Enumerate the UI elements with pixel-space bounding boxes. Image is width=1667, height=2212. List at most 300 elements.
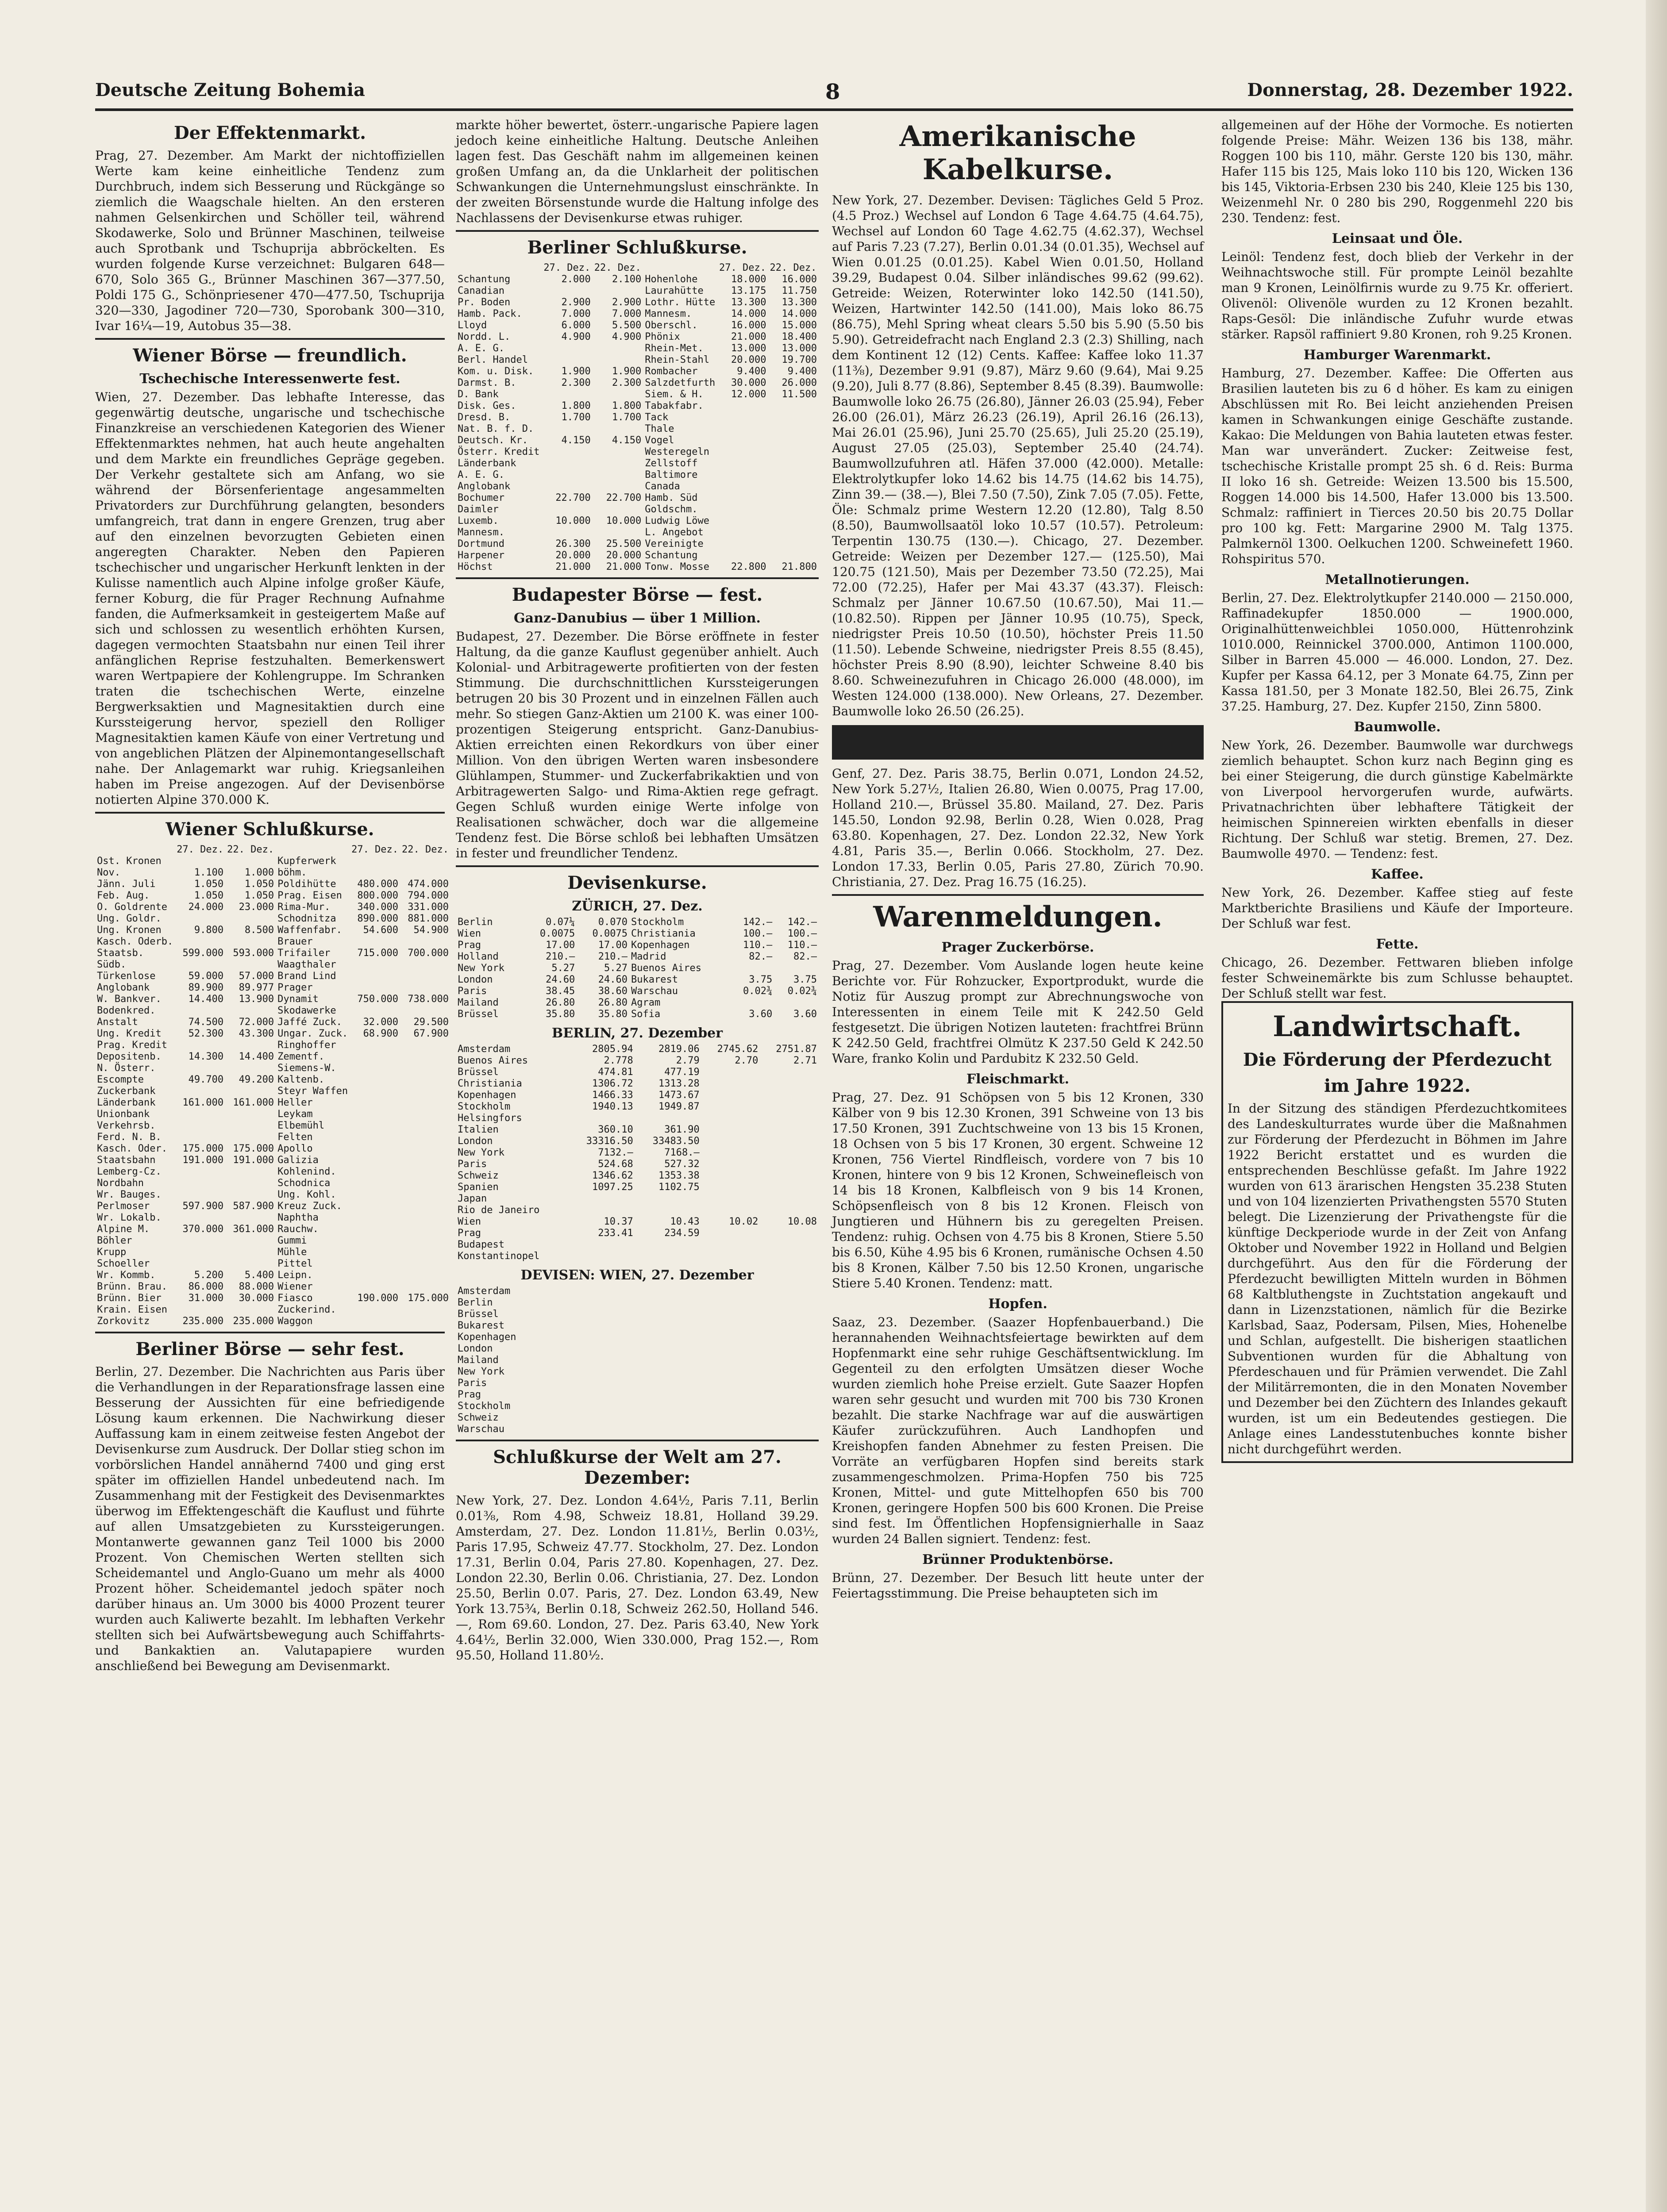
table-cell: 22.700 — [606, 492, 642, 503]
table-cell: Stockholm — [631, 917, 684, 928]
table-cell: 738.000 — [408, 994, 449, 1005]
table-cell: 1.800 — [612, 400, 642, 411]
table-cell: 7.000 — [561, 308, 591, 319]
table-cell — [802, 1366, 819, 1378]
table-row — [95, 982, 450, 994]
table-cell: Berl. Handel — [458, 354, 528, 365]
table-cell: Depositenb. — [97, 1051, 162, 1062]
table-cell: Bukarest — [631, 974, 678, 985]
table-cell — [350, 1189, 400, 1201]
table-cell: 142.— — [787, 917, 817, 928]
table-row — [456, 963, 819, 974]
table-row — [456, 1101, 819, 1113]
table-row — [456, 538, 819, 550]
table-cell — [802, 1378, 819, 1389]
table-row — [456, 1355, 819, 1366]
table-cell: 11.500 — [782, 389, 817, 400]
table-cell: Siemens-W. — [277, 1063, 336, 1074]
table-cell: Verkehrsb. — [97, 1120, 156, 1131]
table-cell — [785, 1355, 802, 1366]
table-cell: Helsingfors — [458, 1113, 522, 1124]
article-body: Budapest, 27. Dezember. Die Börse eröffnete in fester Haltung, da die ganze Kauflust gegenüber anhielt. Auch Kolonial- und Arbitragewerte profitierten von der festen Stimmung. Die durchschnittlichen Kurssteigerungen betrugen 20 bis 30 Prozent und in einzelnen Fällen auch mehr. So stiegen Ganz-Aktien um 2100 K. was einer 100-prozentigen Steigerung entspricht. Ganz-Danubius-Aktien erreichten einen Rekordkurs von über einer Million. Von den übrigen Werten waren insbesondere Glühlampen, Stummer- und Zuckerfabrikaktien und von Arbitragewerten Salgo- und Rima-Aktien rege gefragt. Gegen Schluß wurden einige Werte infolge von Realisationen schwächer, doch war die allgemeine Tendenz fest. Die Börse schloß bei lebhaften Umsätzen in fester und freundlicher Tendenz. — [456, 629, 819, 860]
table-cell: D. Bank — [458, 389, 499, 400]
table-cell: 86.000 — [188, 1281, 224, 1292]
article-subtitle: Fleischmarkt. — [966, 1071, 1070, 1087]
table-cell: 2.300 — [612, 377, 642, 388]
table-cell: Deutsch. Kr. — [458, 435, 528, 446]
table-row — [456, 1389, 819, 1401]
table-cell — [717, 550, 768, 561]
table-cell: Kom. u. Disk. — [458, 366, 534, 377]
table-cell — [701, 1159, 760, 1170]
table-row — [95, 1051, 450, 1063]
table-cell — [175, 936, 225, 948]
table-cell: 24.000 — [188, 902, 224, 913]
table-row — [95, 1040, 450, 1051]
table-cell: 82.— — [749, 951, 773, 962]
table-cell: 4.150 — [612, 435, 642, 446]
table-cell: 22. Dez. — [594, 262, 641, 273]
table-row — [456, 423, 819, 435]
table-cell: 474.81 — [598, 1067, 633, 1078]
article-body: Wien, 27. Dezember. Das lebhafte Interesse, das gegenwärtig deutsche, ungarische und tschechische Finanzkreise an verschiedenen Kategorien des Wiener Effektenmarktes nehmen, hat auch heute angehalten und dem Markte ein freundliches Gepräge gegeben. Der Verkehr gestaltete sich am Anfang, wo sie während der Börsenferientage angesammelten Privatorders zur Durchführung gelangten, besonders umfangreich, trat dann in engere Grenzen, trug aber auf den einzelnen bevorzugten Gebieten einen angeregten Charakter. Neben den Papieren tschechischer und ungarischer Herkunft lenkten in der Kulisse namentlich auch Alpine infolge großer Käufe, ferner Koburg, die für Prager Rechnung Aufnahme fanden, die Aufmerksamkeit in gesteigertem Maße auf sich und schlossen zu wesentlich erhöhten Kursen, dagegen vermochten Staatsbahn nur einen Teil ihrer anfänglichen Reprise festzuhalten. Bemerkenswert waren Wertpapiere der Kohlengruppe. Im Schranken traten die tschechischen Werte, einzelne Bergwerksaktien und Magnesitaktien durch eine Kurssteigerung hervor, speziell den Rolliger Magnesitaktien kamen Käufe von einer Vertretung und von angeblichen Plätzen der Alpinemontangesellschaft nahe. Der Anlagemarkt war ruhig. Kriegsanleihen haben im Preise angezogen. Auf der Devisenbörse notierten Alpine 370.000 K. — [95, 390, 445, 807]
table-cell — [593, 423, 643, 435]
table-cell: Kupferwerk — [277, 856, 336, 867]
table-cell: 8.500 — [244, 925, 274, 936]
table-row — [456, 1113, 819, 1124]
table-cell — [768, 1389, 785, 1401]
table-cell — [802, 1343, 819, 1355]
table-cell: Kopenhagen — [631, 940, 690, 951]
table-cell: 331.000 — [408, 902, 449, 913]
table-cell: Schodnitza — [277, 913, 336, 924]
table-cell — [542, 481, 592, 492]
table-cell: 1306.72 — [592, 1078, 633, 1089]
table-header-row — [456, 262, 819, 274]
table-row — [95, 867, 450, 879]
table-cell: 9.400 — [737, 366, 766, 377]
table-cell: 1949.87 — [658, 1101, 700, 1112]
table-cell: Kohlenind. — [277, 1166, 336, 1177]
wien-devisen-table — [456, 1286, 819, 1435]
table-cell: 35.80 — [598, 1009, 628, 1020]
table-cell: Konstantinopel — [458, 1251, 540, 1262]
table-cell: Rhein-Met. — [645, 343, 704, 354]
table-cell: 57.000 — [239, 971, 274, 982]
table-title: Devisenkurse. — [567, 872, 707, 893]
table-cell: 21.000 — [606, 561, 642, 572]
table-row — [456, 1205, 819, 1216]
table-cell: 1940.13 — [592, 1101, 633, 1112]
table-cell: Zuckerbank — [97, 1086, 156, 1097]
table-cell: Schodnica — [277, 1178, 331, 1189]
table-cell — [785, 1332, 802, 1343]
table-cell: 1473.67 — [658, 1090, 700, 1101]
table-cell — [400, 959, 450, 971]
table-cell: Mannesm. — [458, 527, 504, 538]
table-row — [95, 971, 450, 982]
table-cell: Wien — [458, 1216, 481, 1227]
article-subtitle: Die Förderung der Pferdezucht — [1243, 1049, 1552, 1070]
table-cell — [785, 1412, 802, 1424]
table-cell: 235.000 — [182, 1316, 224, 1327]
table-cell: 1.100 — [194, 867, 224, 878]
table-cell — [760, 1159, 819, 1170]
table-cell — [717, 435, 768, 446]
table-cell: 13.000 — [782, 343, 817, 354]
table-cell — [350, 856, 400, 867]
table-row — [456, 469, 819, 481]
table-cell: 100.— — [743, 928, 773, 939]
table-row — [456, 1090, 819, 1101]
table-cell — [701, 1067, 760, 1078]
table-cell: Tonw. Mosse — [645, 561, 709, 572]
table-cell — [768, 1309, 785, 1320]
table-title: Wiener Schlußkurse. — [166, 819, 374, 840]
table-cell: 22. Dez. — [227, 844, 274, 855]
table-cell — [593, 343, 643, 354]
table-cell: 38.60 — [598, 986, 628, 997]
table-cell — [717, 400, 768, 412]
table-cell: 20.000 — [606, 550, 642, 561]
table-row — [95, 902, 450, 913]
table-cell — [225, 1120, 276, 1132]
table-cell: 474.000 — [408, 879, 449, 890]
article-body: In der Sitzung des ständigen Pferdezuchtkomitees des Landeskulturrates wurde über die Maßnahmen zur Förderung der Pferdezucht in Böhmen im Jahre 1922 Bericht erstattet und es wurden die entsprechenden Beschlüsse gefaßt. Im Jahre 1922 wurden von 613 ärarischen Hengsten 35.238 Stuten und von 104 lizenzierten Privathengsten 5570 Stuten belegt. Die Lizenzierung der Privathengste für die künftige Deckperiode wurde in der Zeit von Anfang Oktober und November 1922 in Holland und Belgien durchgeführt. Aus den für die Förderung der Pferdezucht bewilligten Mitteln wurden in Böhmen 68 Kaltbluthengste in Zuchtstation angekauft und dann in Lizenzstationen, nämlich für die Bezirke Karlsbad, Saaz, Podersam, Pilsen, Mies, Hohenelbe und Schlan, aufgestellt. Die bisherigen staatlichen Subventionen wurden für die Abhaltung von Pferdeschauen und für Prämien verwendet. Die Zahl der Militärremonten, die in den Monaten November und Dezember bei den Züchtern des Inlandes gekauft wurden, ist um ein Bedeutendes gestiegen. Die Anlage eines Landesstutenbuches konnte bisher nicht durchgeführt werden. — [1228, 1101, 1567, 1456]
table-cell — [350, 1155, 400, 1166]
table-cell — [768, 527, 819, 538]
table-cell: 3.75 — [749, 974, 773, 985]
table-cell: Skodawerke — [277, 1005, 336, 1016]
table-row — [456, 1009, 819, 1020]
table-cell — [350, 1316, 400, 1327]
table-row — [456, 974, 819, 986]
table-cell: Pittel — [277, 1258, 313, 1269]
table-cell: 54.600 — [363, 925, 399, 936]
table-cell — [400, 1304, 450, 1316]
table-row — [456, 504, 819, 515]
table-cell: Siem. & H. — [645, 389, 704, 400]
table-cell: 29.500 — [413, 1017, 449, 1028]
table-cell: Perlmoser — [97, 1201, 150, 1212]
table-cell — [400, 1224, 450, 1235]
table-cell: 10.37 — [604, 1216, 633, 1227]
table-cell — [593, 446, 643, 458]
table-cell: 13.300 — [782, 297, 817, 308]
table-cell: 599.000 — [182, 948, 224, 959]
table-cell: 49.200 — [239, 1074, 274, 1085]
table-cell — [400, 1132, 450, 1143]
table-row — [456, 1067, 819, 1078]
table-cell: Berlin — [458, 1297, 493, 1308]
table-cell — [350, 1074, 400, 1086]
table-cell: A. E. G. — [458, 469, 504, 480]
table-cell: 4.900 — [561, 331, 591, 342]
table-cell — [760, 1182, 819, 1193]
table-cell — [760, 1205, 819, 1216]
table-cell: 16.000 — [731, 320, 766, 331]
table-row — [456, 1412, 819, 1424]
table-cell — [785, 1286, 802, 1297]
table-cell — [701, 1193, 760, 1205]
table-cell: Anstalt — [97, 1017, 138, 1028]
table-row — [456, 527, 819, 538]
table-cell — [400, 1247, 450, 1258]
table-caption: BERLIN, 27. Dezember — [551, 1025, 723, 1041]
table-cell — [350, 959, 400, 971]
table-cell — [175, 1120, 225, 1132]
table-cell — [593, 504, 643, 515]
article-body: markte höher bewertet, österr.-ungarische Papiere lagen jedoch keine einheitliche Haltung. Deutsche Anleihen lagen fest. Das Geschäft nahm im allgemeinen keinen großen Umfang an, da die Unklarheit der politischen Schwankungen die Unternehmungslust einschränkte. In der zweiten Börsenstunde wurde die Haltung infolge des Nachlassens der Devisenkurse etwas ruhiger. — [456, 118, 819, 225]
table-cell: Dresd. B. — [458, 412, 511, 423]
table-row — [95, 1247, 450, 1258]
table-cell: 361.90 — [664, 1124, 700, 1135]
table-cell: 2751.87 — [776, 1044, 817, 1055]
table-cell: Gummi — [277, 1235, 307, 1246]
table-row — [456, 515, 819, 527]
table-cell — [802, 1424, 819, 1435]
table-cell: 15.000 — [782, 320, 817, 331]
table-cell: Ung. Kohl. — [277, 1189, 336, 1200]
table-cell: Vereinigte — [645, 538, 704, 549]
table-cell — [768, 481, 819, 492]
table-cell: Schantung — [458, 274, 511, 285]
table-row — [456, 951, 819, 963]
table-cell — [701, 1182, 760, 1193]
table-cell: 2745.62 — [717, 1044, 758, 1055]
table-cell: Prag — [458, 940, 481, 951]
table-cell: Türkenlose — [97, 971, 156, 982]
table-row — [95, 1109, 450, 1120]
table-cell: 587.900 — [233, 1201, 274, 1212]
table-cell: Waffenfabr. — [277, 925, 342, 936]
table-cell — [760, 1251, 819, 1262]
table-cell — [768, 1332, 785, 1343]
table-row — [95, 1120, 450, 1132]
table-cell: Leykam — [277, 1109, 313, 1120]
table-cell — [350, 1270, 400, 1281]
table-cell: 18.400 — [782, 331, 817, 342]
table-cell: 1.050 — [194, 890, 224, 901]
table-cell — [175, 1212, 225, 1224]
table-cell: 27. Dez. — [719, 262, 766, 273]
table-cell — [225, 1212, 276, 1224]
table-cell: Warschau — [458, 1424, 504, 1435]
table-cell: 26.80 — [598, 997, 628, 1008]
berlin-closing-table — [456, 262, 819, 573]
table-cell: Steyr Waffen — [277, 1086, 348, 1097]
table-cell: 74.500 — [188, 1017, 224, 1028]
table-cell: New York — [458, 1147, 504, 1158]
table-row — [456, 1193, 819, 1205]
table-cell — [785, 1389, 802, 1401]
table-cell: Prag. Eisen — [277, 890, 342, 901]
table-cell — [400, 1155, 450, 1166]
table-cell: Rhein-Stahl — [645, 354, 709, 365]
table-cell — [350, 1166, 400, 1178]
table-cell: 14.400 — [188, 994, 224, 1005]
table-cell — [542, 527, 592, 538]
table-cell: Phönix — [645, 331, 680, 342]
table-cell: 2.79 — [676, 1055, 700, 1066]
table-cell: Anglobank — [458, 481, 511, 492]
table-cell: Länderbank — [458, 458, 516, 469]
divider — [456, 577, 819, 579]
table-cell: 23.000 — [239, 902, 274, 913]
table-cell: Rio de Janeiro — [458, 1205, 540, 1216]
article-body: Leinöl: Tendenz fest, doch blieb der Verkehr in der Weihnachtswoche still. Für prompte Leinöl bezahlte man 9 Kronen, Leinölfirnis wurde zu 9.75 Kr. offeriert. Olivenöl: Olivenöle wurden zu 12 Kronen bezahlt. Raps-Gesöl: Die inländische Zufuhr wurde etwas stärker. Rapsöl raffiniert 9.80 Kronen, roh 9.25 Kronen. — [1221, 250, 1573, 342]
table-cell: Brünn. Bier — [97, 1293, 162, 1304]
divider — [456, 230, 819, 232]
table-cell: Buenos Aires — [631, 963, 701, 974]
table-cell — [400, 1063, 450, 1074]
page-header — [95, 80, 1573, 111]
table-cell: 1.000 — [244, 867, 274, 878]
table-cell: 110.— — [787, 940, 817, 951]
table-cell: Wiener — [277, 1281, 313, 1292]
table-cell: Ost. Kronen — [97, 856, 162, 867]
table-cell — [350, 1258, 400, 1270]
table-cell — [768, 515, 819, 527]
table-cell: 5.200 — [194, 1270, 224, 1281]
table-cell — [225, 1247, 276, 1258]
table-cell: Anglobank — [97, 982, 150, 993]
table-cell — [175, 1086, 225, 1097]
table-cell: 2.100 — [612, 274, 642, 285]
table-cell: Schweiz — [458, 1412, 499, 1423]
table-cell — [350, 936, 400, 948]
divider — [95, 812, 445, 814]
table-cell: Wr. Kommb. — [97, 1270, 156, 1281]
table-cell: 2.70 — [735, 1055, 758, 1066]
table-cell: Lloyd — [458, 320, 487, 331]
issue-date: Donnerstag, 28. Dezember 1922. — [1247, 80, 1573, 100]
table-row — [95, 1178, 450, 1189]
table-row — [456, 1424, 819, 1435]
table-cell — [785, 1320, 802, 1332]
table-cell: 14.000 — [731, 308, 766, 319]
table-cell — [802, 1412, 819, 1424]
table-cell — [350, 867, 400, 879]
table-row — [95, 1005, 450, 1017]
table-cell: 54.900 — [413, 925, 449, 936]
table-cell: 68.900 — [363, 1028, 399, 1039]
table-cell — [785, 1378, 802, 1389]
table-cell — [350, 1086, 400, 1097]
table-cell — [802, 1401, 819, 1412]
table-row — [95, 890, 450, 902]
table-cell — [542, 343, 592, 354]
table-cell — [768, 412, 819, 423]
table-row — [456, 1170, 819, 1182]
table-cell: 1353.38 — [658, 1170, 700, 1181]
table-row — [95, 1028, 450, 1040]
table-row — [95, 948, 450, 959]
table-cell — [760, 1228, 819, 1239]
table-cell: London — [458, 974, 493, 985]
table-cell — [802, 1286, 819, 1297]
table-cell — [175, 1247, 225, 1258]
table-cell: 12.000 — [731, 389, 766, 400]
table-cell: 89.977 — [239, 982, 274, 993]
table-cell — [350, 1224, 400, 1235]
table-cell — [717, 538, 768, 550]
table-row — [456, 1055, 819, 1067]
table-row — [456, 308, 819, 320]
table-cell — [774, 963, 819, 974]
table-cell: 191.000 — [233, 1155, 274, 1166]
article-body: Prag, 27. Dezember. Vom Auslande logen heute keine Berichte vor. Für Rohzucker, Exportprodukt, wurde die Notiz für Auszug prompt zur Abrechnungswoche von Interessenten in einem Teile mit K 242.50 Geld festgesetzt. Die übrigen Notizen lauteten: frachtfrei Brünn K 242.50 Geld, frachtfrei Olmütz K 237.50 Geld K 242.50 Ware, franko Kolin und Pardubitz K 232.50 Geld. — [832, 958, 1204, 1066]
table-row — [95, 1293, 450, 1304]
table-cell — [225, 1235, 276, 1247]
table-cell: 67.900 — [413, 1028, 449, 1039]
table-cell: Brüssel — [458, 1067, 499, 1078]
table-cell — [717, 504, 768, 515]
table-cell — [276, 844, 350, 856]
table-cell — [643, 262, 717, 274]
table-cell: Waggon — [277, 1316, 313, 1327]
table-cell — [717, 412, 768, 423]
table-row — [95, 1304, 450, 1316]
table-cell — [768, 1297, 785, 1309]
table-cell: 3.60 — [793, 1009, 817, 1020]
table-cell: Ferd. N. B. — [97, 1132, 162, 1143]
table-cell: 10.43 — [670, 1216, 700, 1227]
ink-smudge-bar — [832, 725, 1204, 760]
table-cell: 175.000 — [408, 1293, 449, 1304]
table-cell — [225, 1258, 276, 1270]
table-row — [456, 366, 819, 377]
table-cell — [400, 856, 450, 867]
table-row — [456, 412, 819, 423]
table-cell: Zuckerind. — [277, 1304, 336, 1315]
table-cell: A. E. G. — [458, 343, 504, 354]
table-cell: 7.000 — [612, 308, 642, 319]
table-cell — [760, 1113, 819, 1124]
table-cell — [768, 469, 819, 481]
table-cell: Wien — [458, 928, 481, 939]
table-row — [95, 1074, 450, 1086]
table-row — [456, 1124, 819, 1136]
table-cell — [400, 1120, 450, 1132]
table-cell — [717, 481, 768, 492]
table-cell: 235.000 — [233, 1316, 274, 1327]
table-cell: Sofia — [631, 1009, 661, 1020]
table-cell — [400, 1040, 450, 1051]
table-cell — [717, 423, 768, 435]
article-body: allgemeinen auf der Höhe der Vormoche. Es notierten folgende Preise: Mähr. Weizen 136 bis 138, mähr. Roggen 100 bis 110, mähr. Gerste 120 bis 130, mähr. Hafer 115 bis 125, Mais loko 110 bis 120, Wicken 136 bis 145, Viktoria-Erbsen 230 bis 240, Kleie 125 bis 130, Weizenmehl Nr. 0 280 bis 290, Roggenmehl 220 bis 230. Tendenz: fest. — [1221, 118, 1573, 225]
table-cell: 715.000 — [357, 948, 399, 959]
table-cell: 161.000 — [182, 1097, 224, 1108]
table-cell — [542, 469, 592, 481]
table-cell: 190.000 — [357, 1293, 399, 1304]
article-body: New York, 26. Dezember. Baumwolle war durchwegs ziemlich behauptet. Schon kurz nach Beginn ging es bei einer Steigerung, die durch günstige Kabelmärkte von Liverpool hervorgerufen wurde, aufwärts. Privatnachrichten über lebhaftere Tätigkeit der heimischen Spinnereien wirkten ebenfalls in dieser Richtung. Der Schluß war stetig. Bremen, 27. Dez. Baumwolle 4970. — Tendenz: fest. — [1221, 738, 1573, 861]
article-body: Prag, 27. Dez. 91 Schöpsen von 5 bis 12 Kronen, 330 Kälber von 9 bis 12.30 Kronen, 391 Schweine von 13 bis 17.50 Kronen, 391 Zuchtschweine von 13 bis 15 Kronen, 18 Ochsen von 5 bis 17 Kronen, 30 ergent. Schweine 12 Kronen, 756 Viertel Rindfleisch, vordere von 7 bis 10 Kronen, hintere von 9 bis 12 Kronen, Schweinefleisch von 14 bis 18 Kronen, Kalbfleisch von 9 bis 14 Kronen, Schöpsenfleisch von 8 bis 12 Kronen. Fleisch von Jungtieren und Hühnern bis zu geregelten Preisen. Tendenz: ruhig. Ochsen von 4.75 bis 8 Kronen, Stiere 5.50 bis 6.50, Kühe 4.95 bis 6 Kronen, rumänische Ochsen 4.50 bis 8 Kronen, Kälber 7.50 bis 12.50 Kronen, ungarische Stiere 5.40 Kronen. Tendenz: matt. — [832, 1090, 1204, 1290]
table-cell — [456, 262, 542, 274]
table-cell: 361.000 — [233, 1224, 274, 1235]
table-cell: Rima-Mur. — [277, 902, 331, 913]
table-row — [95, 1316, 450, 1327]
table-cell: Ung. Kronen — [97, 925, 162, 936]
table-cell: 19.700 — [782, 354, 817, 365]
table-row — [456, 389, 819, 400]
table-cell: 5.500 — [612, 320, 642, 331]
table-cell — [542, 504, 592, 515]
table-cell: 22.800 — [731, 561, 766, 572]
table-cell — [760, 1170, 819, 1182]
table-cell: Brünn. Brau. — [97, 1281, 167, 1292]
table-cell: 7132.— — [598, 1147, 633, 1158]
